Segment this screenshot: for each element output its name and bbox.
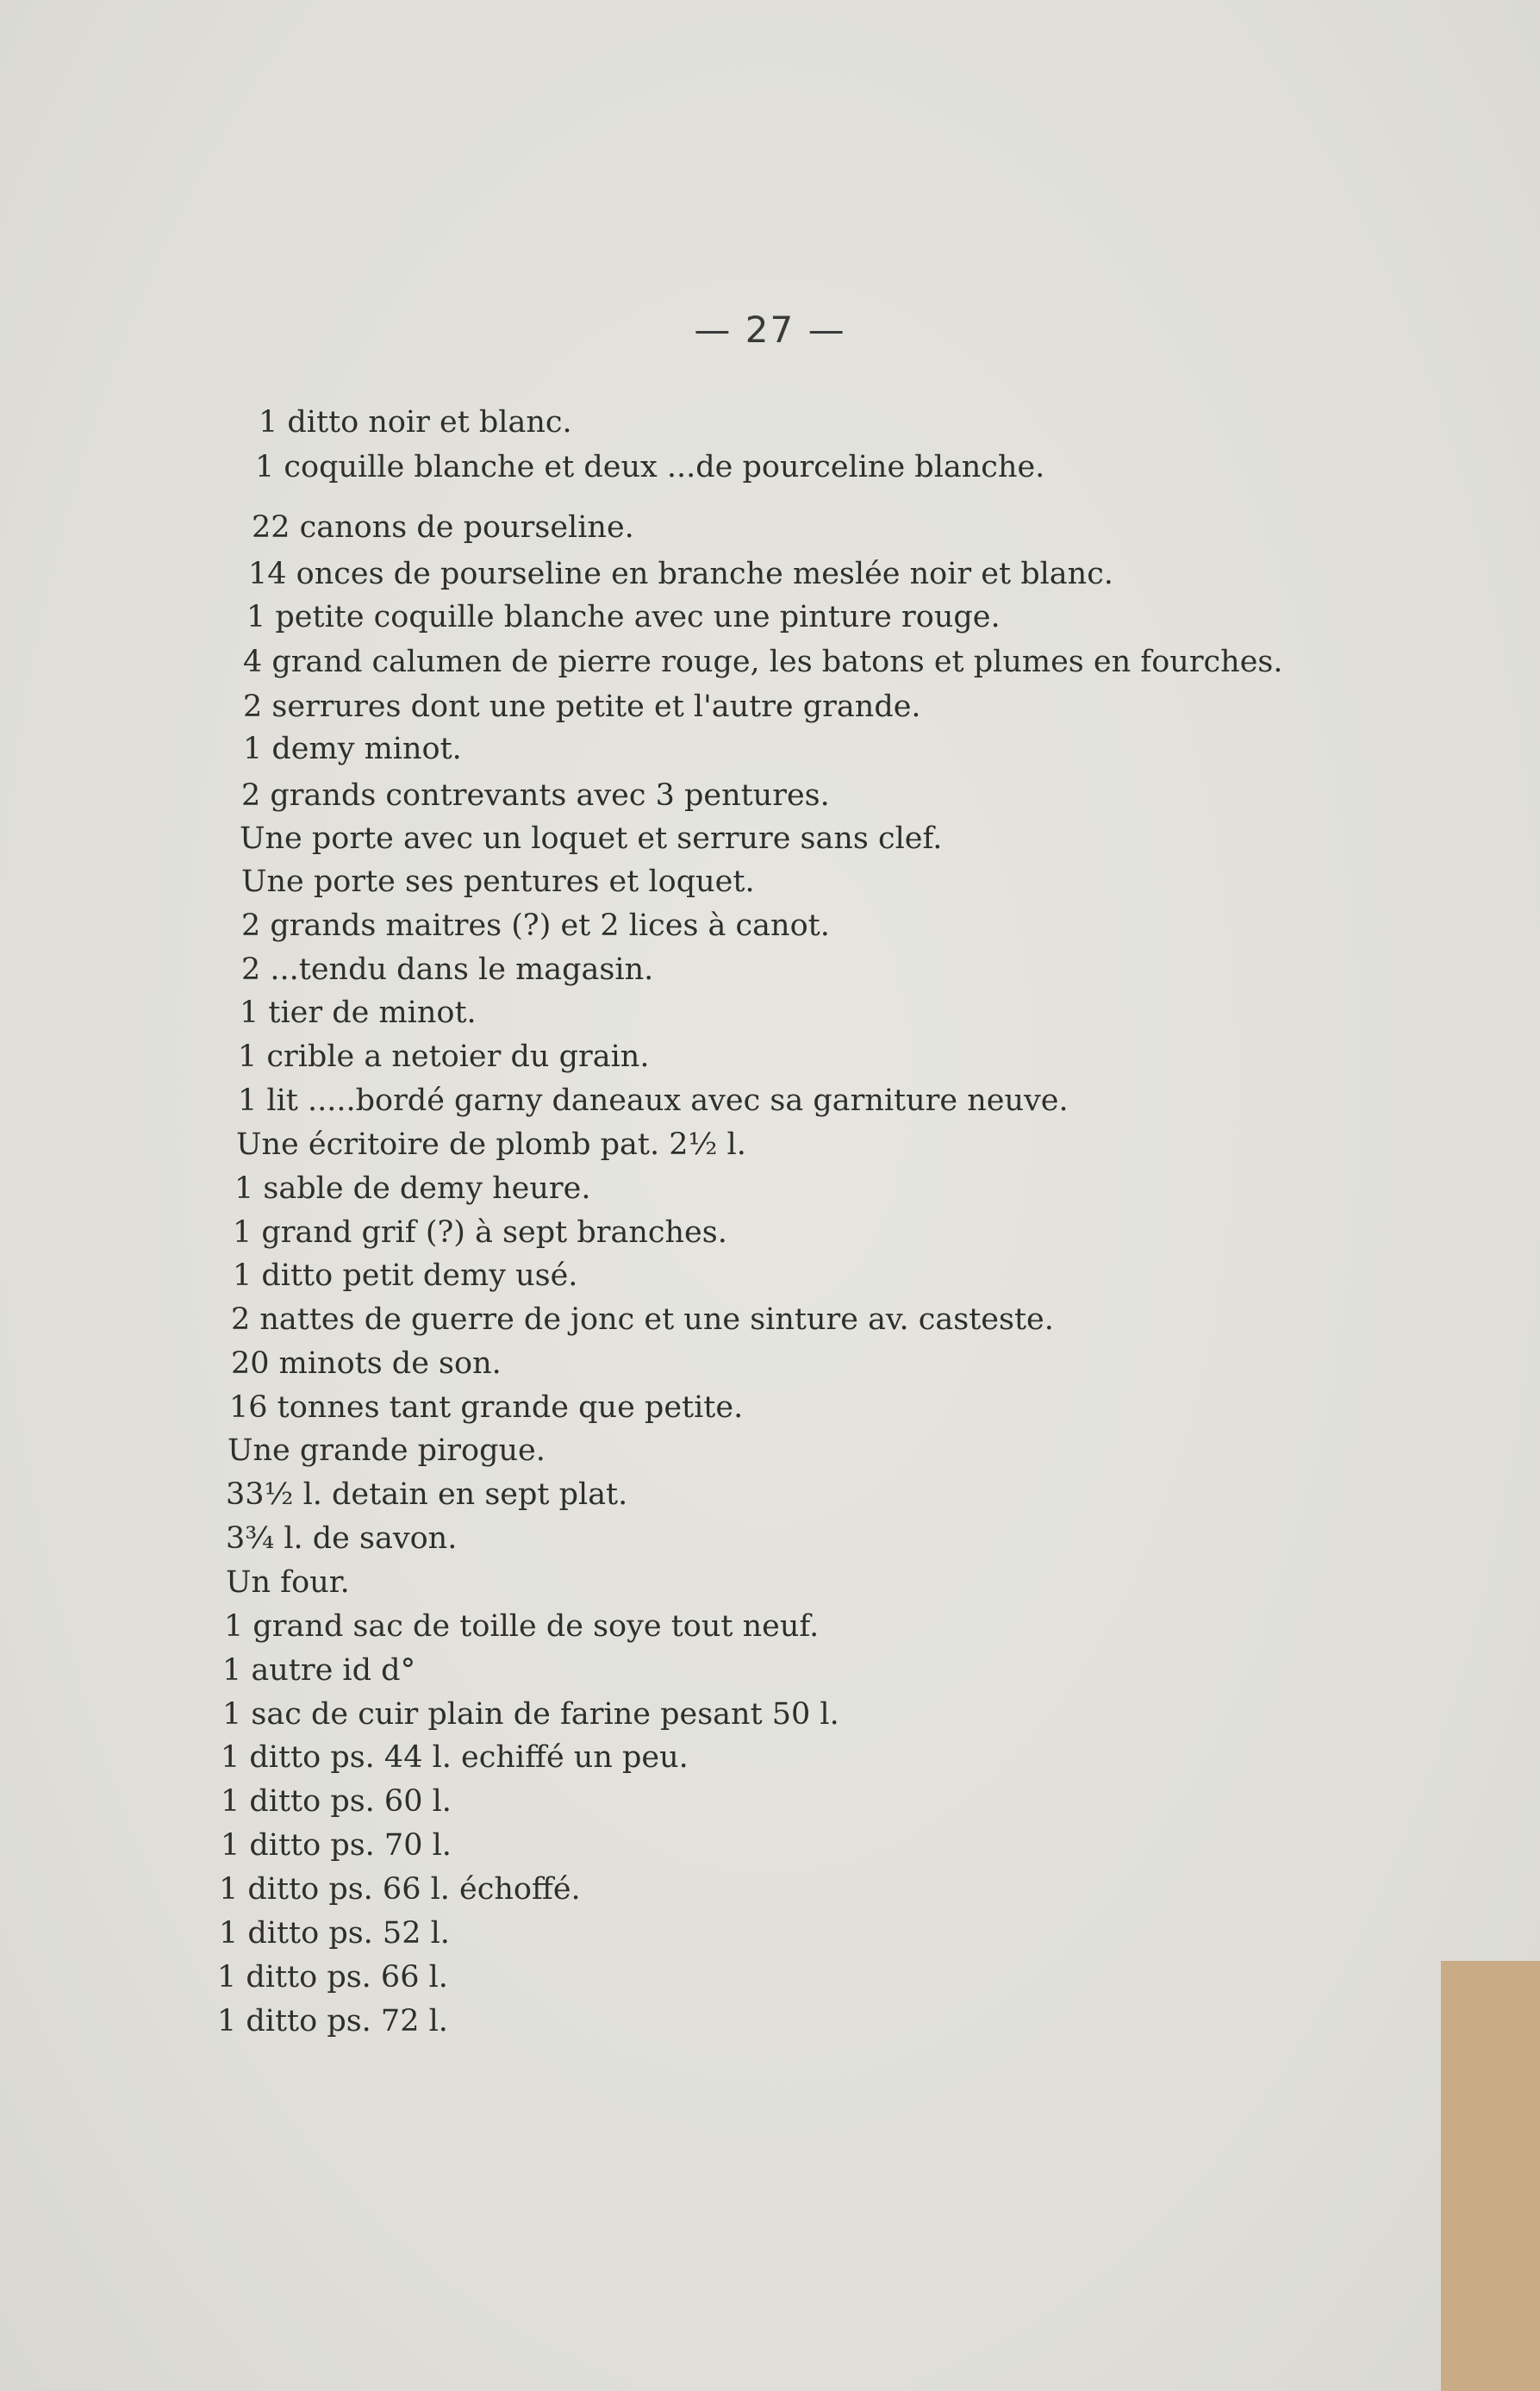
inventory-entry: 1 sable de demy heure. (234, 1171, 591, 1206)
inventory-entry: 1 ditto ps. 52 l. (219, 1916, 450, 1951)
inventory-entry: 1 petite coquille blanche avec une pinture rouge. (246, 600, 1001, 634)
inventory-entry: Une porte ses pentures et loquet. (241, 865, 755, 899)
inventory-entry: 1 demy minot. (243, 732, 462, 766)
inventory-entry: 1 ditto ps. 66 l. (217, 1960, 448, 1995)
inventory-entry: 4 grand calumen de pierre rouge, les batons et plumes en fourches. (243, 645, 1283, 679)
inventory-entry: 1 grand grif (?) à sept branches. (233, 1215, 727, 1250)
inventory-entry: 3¾ l. de savon. (226, 1521, 458, 1556)
inventory-entry: 1 ditto ps. 66 l. échoffé. (219, 1872, 581, 1907)
inventory-entry: Une porte avec un loquet et serrure sans clef. (240, 821, 943, 856)
inventory-entry: 1 ditto petit demy usé. (233, 1258, 578, 1293)
inventory-entry: 1 tier de minot. (240, 996, 477, 1030)
inventory-entry: 1 ditto ps. 60 l. (221, 1784, 452, 1819)
inventory-entry: 1 crible a netoier du grain. (238, 1039, 650, 1074)
inventory-entry: 22 canons de pourseline. (252, 510, 634, 545)
inventory-entry: Une grande pirogue. (228, 1433, 546, 1468)
inventory-entry: 1 ditto ps. 70 l. (221, 1828, 452, 1863)
facing-page-edge (1441, 1961, 1540, 2391)
inventory-entry: 20 minots de son. (231, 1346, 502, 1381)
inventory-entry: 14 onces de pourseline en branche meslée noir et blanc. (248, 557, 1113, 591)
inventory-entry: 33½ l. detain en sept plat. (226, 1477, 628, 1512)
inventory-entry: 1 grand sac de toille de soye tout neuf. (224, 1609, 820, 1644)
inventory-entry: Un four. (226, 1565, 350, 1600)
inventory-entry: 1 autre id d° (222, 1653, 416, 1688)
inventory-entry: 1 sac de cuir plain de farine pesant 50 l. (222, 1697, 839, 1732)
inventory-entry: 16 tonnes tant grande que petite. (229, 1390, 744, 1425)
page-number: — 27 — (694, 309, 846, 351)
inventory-entry: 2 grands maitres (?) et 2 lices à canot. (241, 908, 830, 943)
inventory-entry: 2 ...tendu dans le magasin. (241, 952, 654, 987)
inventory-entry: Une écritoire de plomb pat. 2½ l. (236, 1127, 746, 1162)
inventory-entry: 1 ditto ps. 72 l. (217, 2004, 448, 2038)
inventory-entry: 1 lit .....bordé garny daneaux avec sa garniture neuve. (238, 1083, 1069, 1118)
inventory-entry: 1 ditto noir et blanc. (259, 405, 572, 440)
inventory-entry: 1 ditto ps. 44 l. echiffé un peu. (221, 1740, 689, 1775)
inventory-entry: 2 serrures dont une petite et l'autre grande. (243, 690, 921, 724)
inventory-entry: 1 coquille blanche et deux ...de pourceline blanche. (255, 450, 1045, 484)
inventory-entry: 2 nattes de guerre de jonc et une sinture av. casteste. (231, 1302, 1054, 1337)
inventory-entry: 2 grands contrevants avec 3 pentures. (241, 778, 830, 813)
